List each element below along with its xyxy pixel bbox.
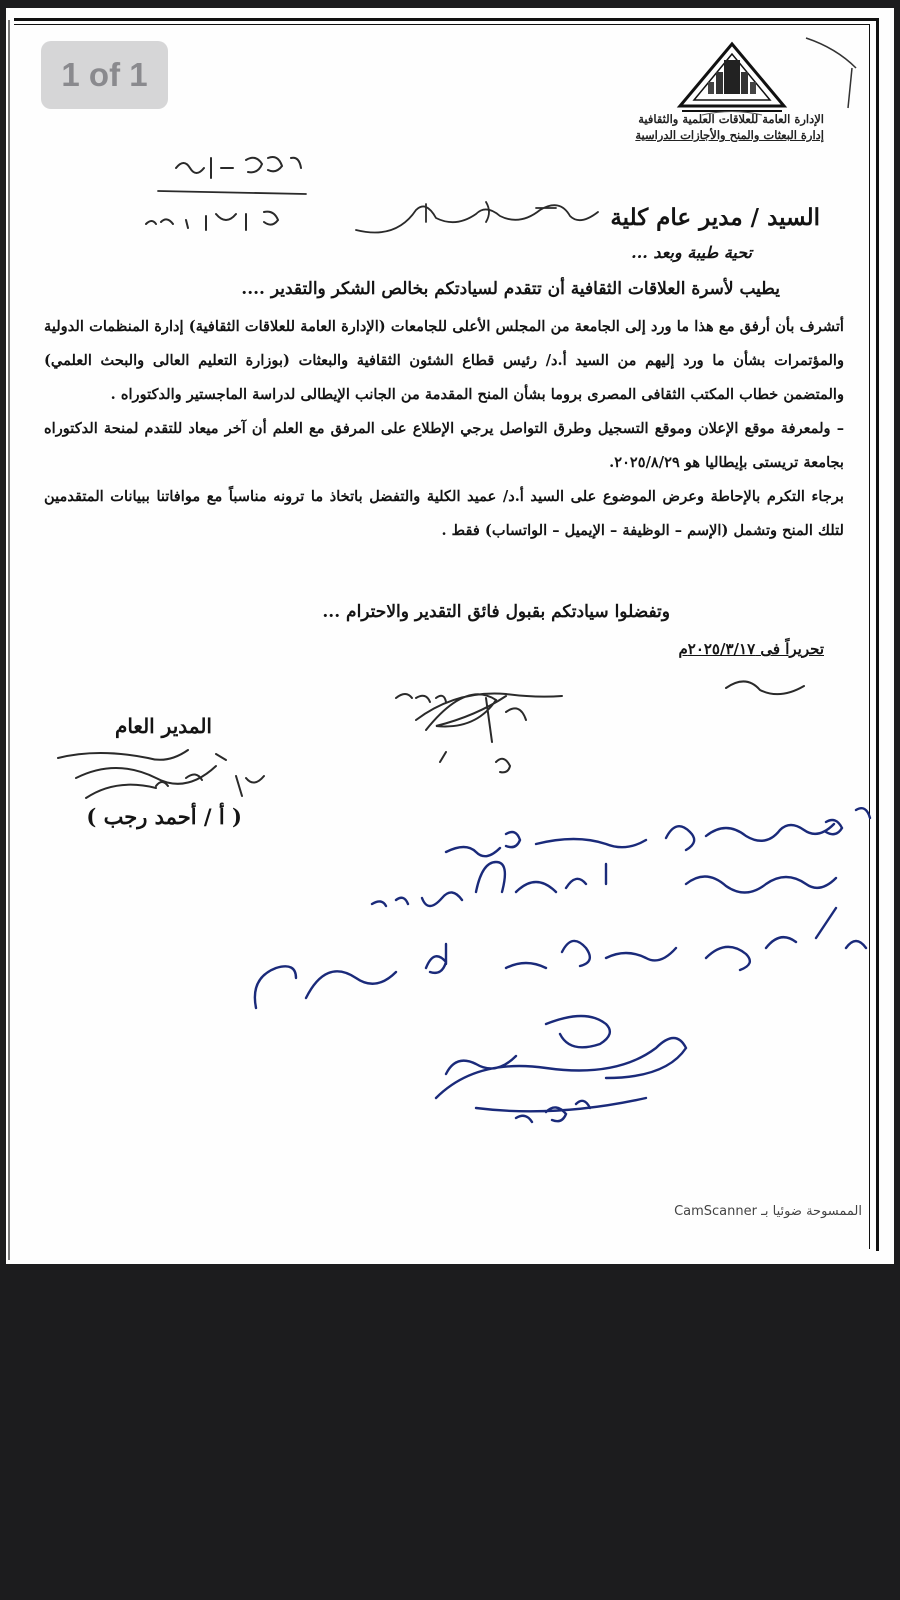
signature-title: المدير العام xyxy=(114,714,212,738)
addressee: السيد / مدير عام كلية xyxy=(610,204,820,231)
paragraph-3: برجاء التكرم بالإحاطة وعرض الموضوع على السيد أ.د/ عميد الكلية والتفضل باتخاذ ما ترونه مناسباً مع موافاتنا ببيانات المتقدمين لتلك المنح وتشمل (الإسم – الوظيفة – الإيميل – الواتساب) فقط . xyxy=(44,488,844,539)
page-left-edge xyxy=(8,20,10,1260)
university-logo xyxy=(672,38,792,118)
paragraph-1: أتشرف بأن أرفق مع هذا ما ورد إلى الجامعة من المجلس الأعلى للجامعات (الإدارة العامة للعلاقات الثقافية) إدارة المنظمات الدولية والمؤتمرات بشأن ما ورد إليهم من السيد أ.د/ رئيس قطاع الشئون الثقافية والبعثات (بوزارة التعليم العالى والبحث العلمي) والمتضمن خطاب المكتب الثقافى المصرى بروما بشأن المنح المقدمة من الجانب الإيطالى لدراسة الماجستير والدكتوراه . xyxy=(44,318,844,403)
document-page xyxy=(6,8,894,1264)
camscanner-watermark: الممسوحة ضوئيا بـ CamScanner xyxy=(674,1204,862,1219)
greeting: تحية طيبة وبعد ... xyxy=(631,243,752,262)
intro-line: يطيب لأسرة العلاقات الثقافية أن تتقدم لسيادتكم بخالص الشكر والتقدير .... xyxy=(241,279,780,299)
paragraph-2: – ولمعرفة موقع الإعلان وموقع التسجيل وطرق التواصل يرجي الإطلاع على المرفق مع العلم أن آخر ميعاد للتقدم لمنحة الدكتوراه بجامعة تريستى بإيطاليا هو ٢٠٢٥/٨/٢٩. xyxy=(44,420,844,471)
department-line-1: الإدارة العامة للعلاقات العلمية والثقافية xyxy=(638,112,824,126)
letter-date: تحريراً فى ٢٠٢٥/٣/١٧م xyxy=(678,640,824,658)
page-indicator: 1 of 1 xyxy=(41,41,168,109)
closing-line: وتفضلوا سيادتكم بقبول فائق التقدير والاحترام ... xyxy=(322,602,670,622)
viewer-top-bar xyxy=(0,0,900,8)
signature-name: ( أ / أحمد رجب ) xyxy=(86,804,242,829)
department-line-2: إدارة البعثات والمنح والأجازات الدراسية xyxy=(635,128,824,142)
department-header xyxy=(635,111,824,143)
letter-body xyxy=(44,310,844,548)
